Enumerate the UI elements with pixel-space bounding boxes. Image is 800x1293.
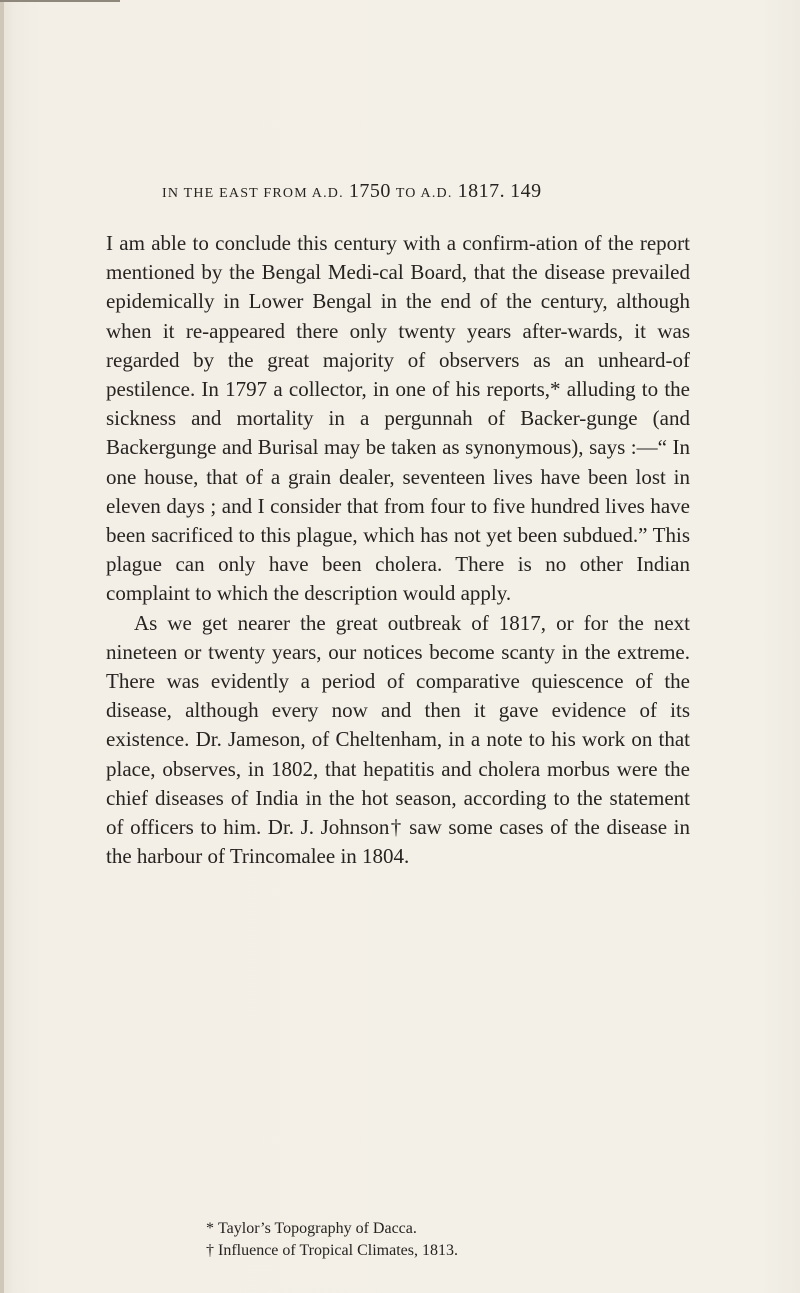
footnote [200, 1218, 680, 1240]
footnote-mark: * [206, 1220, 214, 1237]
running-head-year-from: 1750 [348, 180, 391, 202]
running-head-prefix: IN THE EAST FROM A.D. [162, 186, 344, 201]
footnotes [200, 1218, 680, 1262]
page-number: 149 [510, 180, 542, 202]
footnote [200, 1240, 680, 1262]
footnote-text: Taylor’s Topography of Dacca. [218, 1220, 417, 1237]
paragraph-2: As we get nearer the great outbreak of 1817, or for the next nineteen or twenty years, our notices become scanty in the extreme. There was evidently a period of comparative quiescence of the disease, although every now and then it gave evidence of its existence. Dr. Jameson, of Cheltenham, in a note to his work on that place, observes, in 1802, that hepatitis and cholera morbus were the chief diseases of India in the hot season, according to the statement of officers to him. Dr. J. Johnson† saw some cases of the disease in the harbour of Trincomalee in 1804. [106, 610, 690, 869]
running-head-year-to: 1817. [457, 180, 506, 202]
running-head [162, 180, 686, 203]
top-edge-rule [0, 0, 120, 2]
binding-edge [0, 0, 4, 1293]
footnote-mark: † [206, 1242, 214, 1259]
body-text [106, 229, 690, 871]
footnote-text: Influence of Tropical Climates, 1813. [218, 1242, 458, 1259]
paragraph-1: I am able to conclude this century with a confirm-ation of the report mentioned by the Bengal Medi-cal Board, that the disease prevailed epidemically in Lower Bengal in the end of the century, although when it re-appeared there only twenty years after-wards, it was regarded by the great majority of observers as an unheard-of pestilence. In 1797 a collector, in one of his reports,* alluding to the sickness and mortality in a pergunnah of Backer-gunge (and Backergunge and Burisal may be taken as synonymous), says :—“ In one house, that of a grain dealer, seventeen lives have been lost in eleven days ; and I consider that from four to five hundred lives have been sacrificed to this plague, which has not yet been subdued.” This plague can only have been cholera. There is no other Indian complaint to which the description would apply. [106, 231, 690, 606]
running-head-connector: TO A.D. [395, 186, 453, 201]
